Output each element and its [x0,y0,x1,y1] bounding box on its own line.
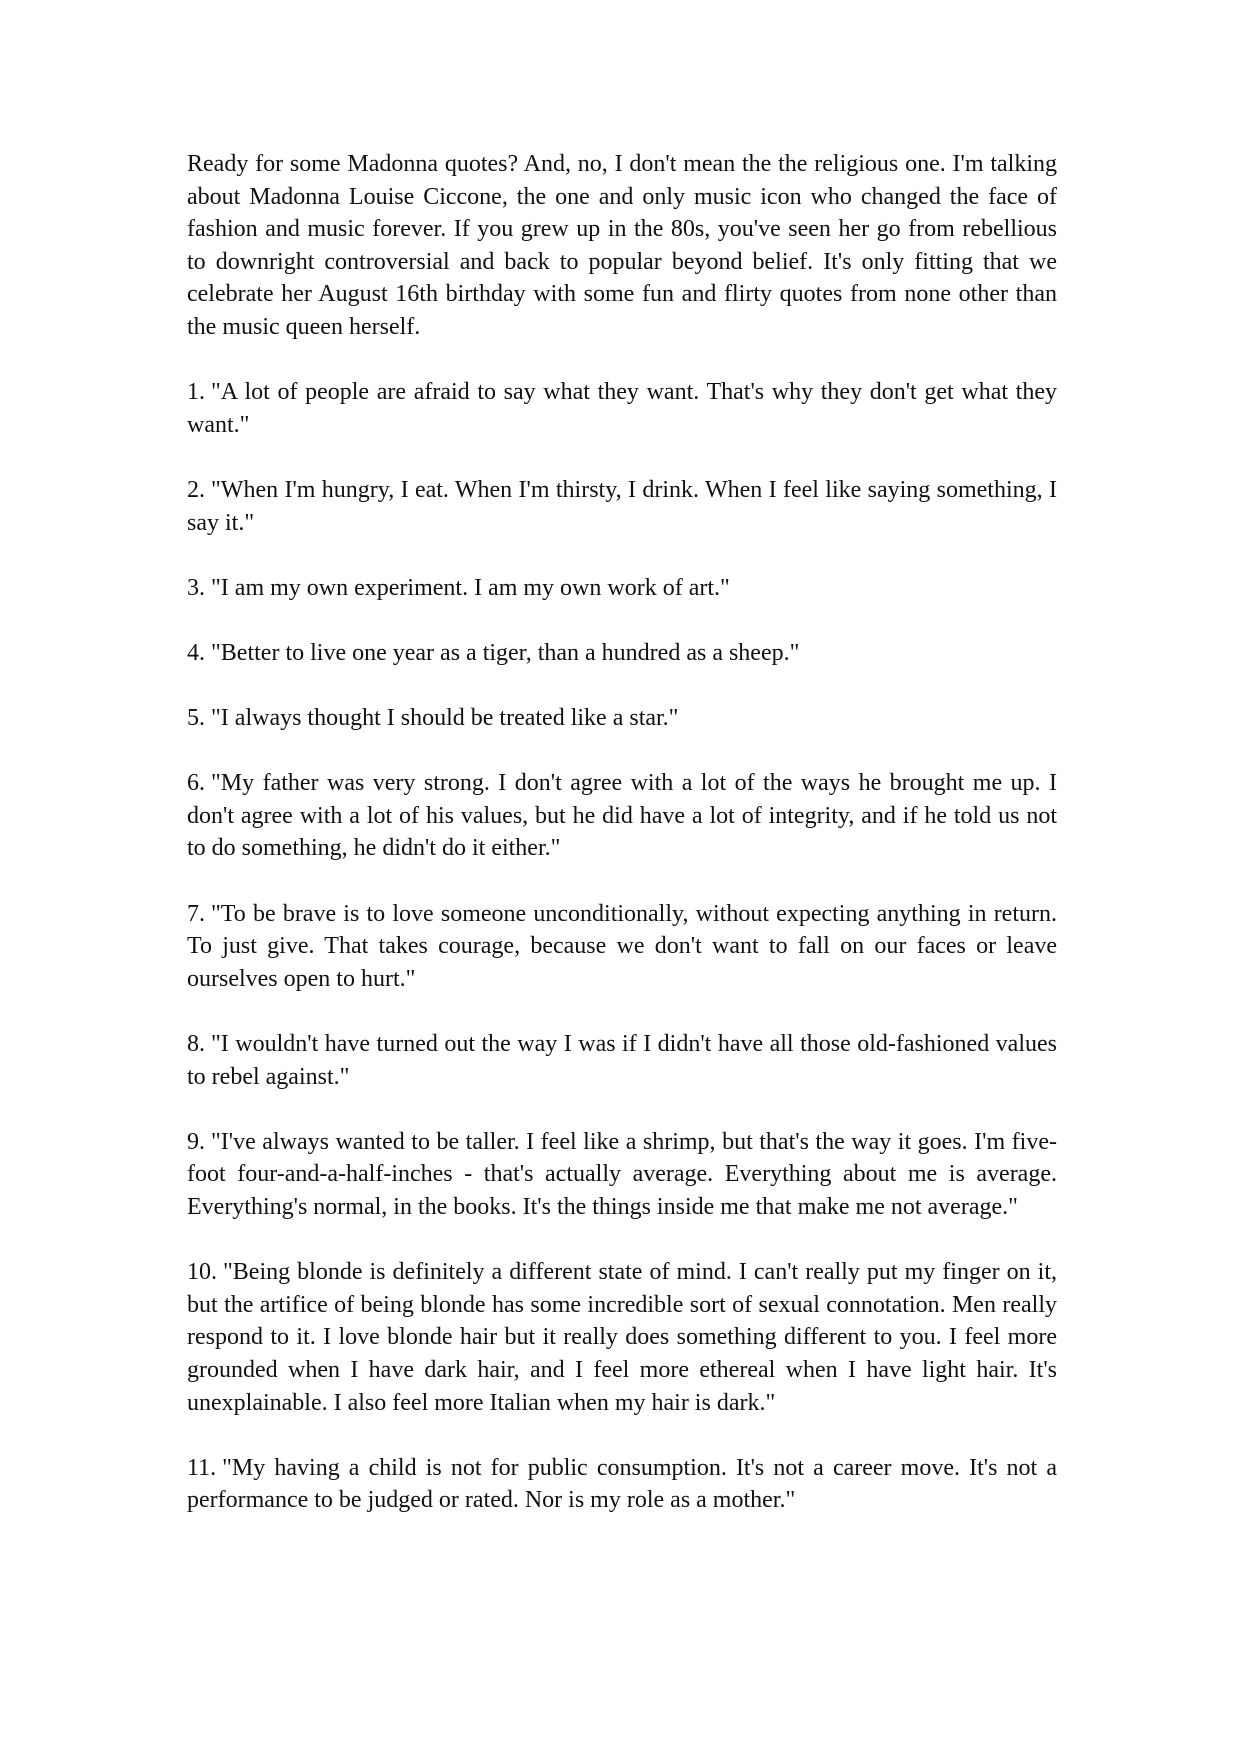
quote-item [187,1126,1057,1224]
quote-item [187,572,1057,605]
quote-number: 8. [187,1031,205,1058]
quote-item [187,637,1057,670]
quote-number: 5. [187,705,205,732]
quote-number: 1. [187,379,205,406]
quote-text: "When I'm hungry, I eat. When I'm thirsty, I drink. When I feel like saying something, I say it." [187,476,1057,536]
quote-item [187,1028,1057,1093]
quote-item [187,1452,1057,1517]
quote-item [187,898,1057,996]
quote-item [187,474,1057,539]
quote-item [187,702,1057,735]
quote-item [187,767,1057,865]
quote-text: "A lot of people are afraid to say what they want. That's why they don't get what they want." [187,379,1057,438]
quote-text: "I always thought I should be treated like a star." [211,705,679,732]
quote-number: 9. [187,1128,205,1155]
quote-number: 2. [187,476,205,503]
quote-item [187,376,1057,441]
quote-text: "My father was very strong. I don't agree with a lot of the ways he brought me up. I don't agree with a lot of his values, but he did have a lot of integrity, and if he told us not to do something, he didn't do it either." [187,770,1057,862]
quote-number: 11. [187,1454,217,1481]
quote-text: "My having a child is not for public consumption. It's not a career move. It's not a performance to be judged or rated. Nor is my role as a mother." [187,1454,1057,1514]
quote-item [187,1256,1057,1419]
quote-number: 6. [187,770,205,797]
quote-number: 4. [187,639,205,666]
quote-number: 10. [187,1259,217,1286]
quote-number: 3. [187,574,205,601]
document-body [187,148,1057,1550]
quote-text: "I am my own experiment. I am my own work of art." [211,574,730,601]
quote-text: "I've always wanted to be taller. I feel like a shrimp, but that's the way it goes. I'm five-foot four-and-a-half-inches - that's actually average. Everything about me is average. Everything's normal, in the books. It's the things inside me that make me not average." [187,1128,1057,1220]
intro-paragraph: Ready for some Madonna quotes? And, no, I don't mean the the religious one. I'm talking about Madonna Louise Ciccone, the one and only music icon who changed the face of fashion and music forever. If you grew up in the 80s, you've seen her go from rebellious to downright controversial and back to popular beyond belief. It's only fitting that we celebrate her August 16th birthday with some fun and flirty quotes from none other than the music queen herself. [187,151,1057,340]
quote-number: 7. [187,900,205,927]
quote-text: "To be brave is to love someone unconditionally, without expecting anything in return. To just give. That takes courage, because we don't want to fall on our faces or leave ourselves open to hurt." [187,900,1057,992]
quote-text: "Being blonde is definitely a different state of mind. I can't really put my finger on it, but the artifice of being blonde has some incredible sort of sexual connotation. Men really respond to it. I love blonde hair but it really does something different to you. I feel more grounded when I have dark hair, and I feel more ethereal when I have light hair. It's unexplainable. I also feel more Italian when my hair is dark." [187,1259,1057,1416]
quote-text: "Better to live one year as a tiger, than a hundred as a sheep." [211,639,800,666]
quote-text: "I wouldn't have turned out the way I was if I didn't have all those old-fashioned values to rebel against." [187,1031,1057,1090]
